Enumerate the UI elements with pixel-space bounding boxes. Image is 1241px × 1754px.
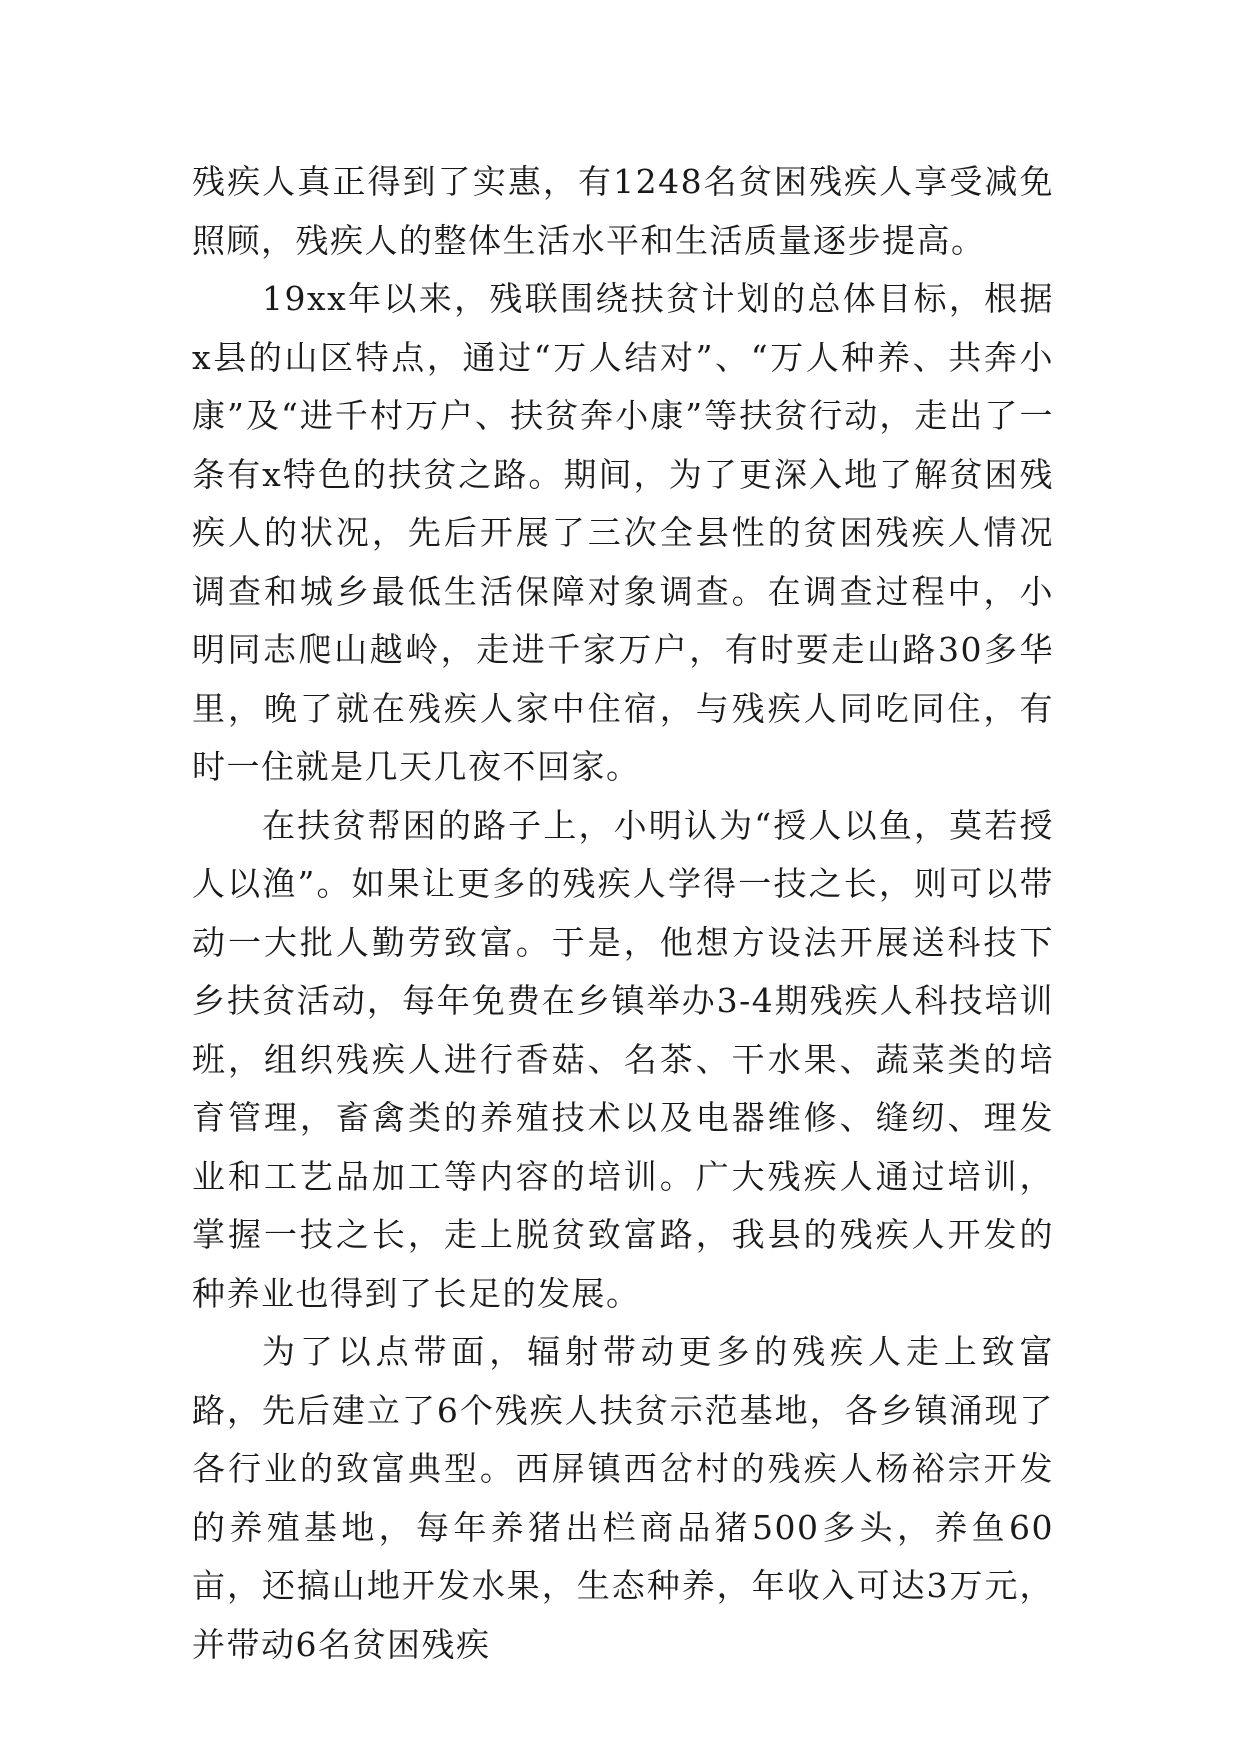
document-body — [192, 153, 1054, 1674]
paragraph-4: 为了以点带面，辐射带动更多的残疾人走上致富路，先后建立了6个残疾人扶贫示范基地，各乡镇涌现了各行业的致富典型。西屏镇西岔村的残疾人杨裕宗开发的养殖基地，每年养猪出栏商品猪500多头，养鱼60亩，还搞山地开发水果，生态种养，年收入可达3万元，并带动6名贫困残疾 — [192, 1332, 1054, 1664]
paragraph-3: 在扶贫帮困的路子上，小明认为“授人以鱼，莫若授人以渔”。如果让更多的残疾人学得一技之长，则可以带动一大批人勤劳致富。于是，他想方设法开展送科技下乡扶贫活动，每年免费在乡镇举办3-4期残疾人科技培训班，组织残疾人进行香菇、名茶、干水果、蔬菜类的培育管理，畜禽类的养殖技术以及电器维修、缝纫、理发业和工艺品加工等内容的培训。广大残疾人通过培训，掌握一技之长，走上脱贫致富路，我县的残疾人开发的种养业也得到了长足的发展。 — [192, 805, 1054, 1313]
paragraph-1: 残疾人真正得到了实惠，有1248名贫困残疾人享受减免照顾，残疾人的整体生活水平和生活质量逐步提高。 — [192, 162, 1054, 260]
paragraph-2: 19xx年以来，残联围绕扶贫计划的总体目标，根据x县的山区特点，通过“万人结对”、“万人种养、共奔小康”及“进千村万户、扶贫奔小康”等扶贫行动，走出了一条有x特色的扶贫之路。期间，为了更深入地了解贫困残疾人的状况，先后开展了三次全县性的贫困残疾人情况调查和城乡最低生活保障对象调查。在调查过程中，小明同志爬山越岭，走进千家万户，有时要走山路30多华里，晚了就在残疾人家中住宿，与残疾人同吃同住，有时一住就是几天几夜不回家。 — [192, 279, 1054, 786]
